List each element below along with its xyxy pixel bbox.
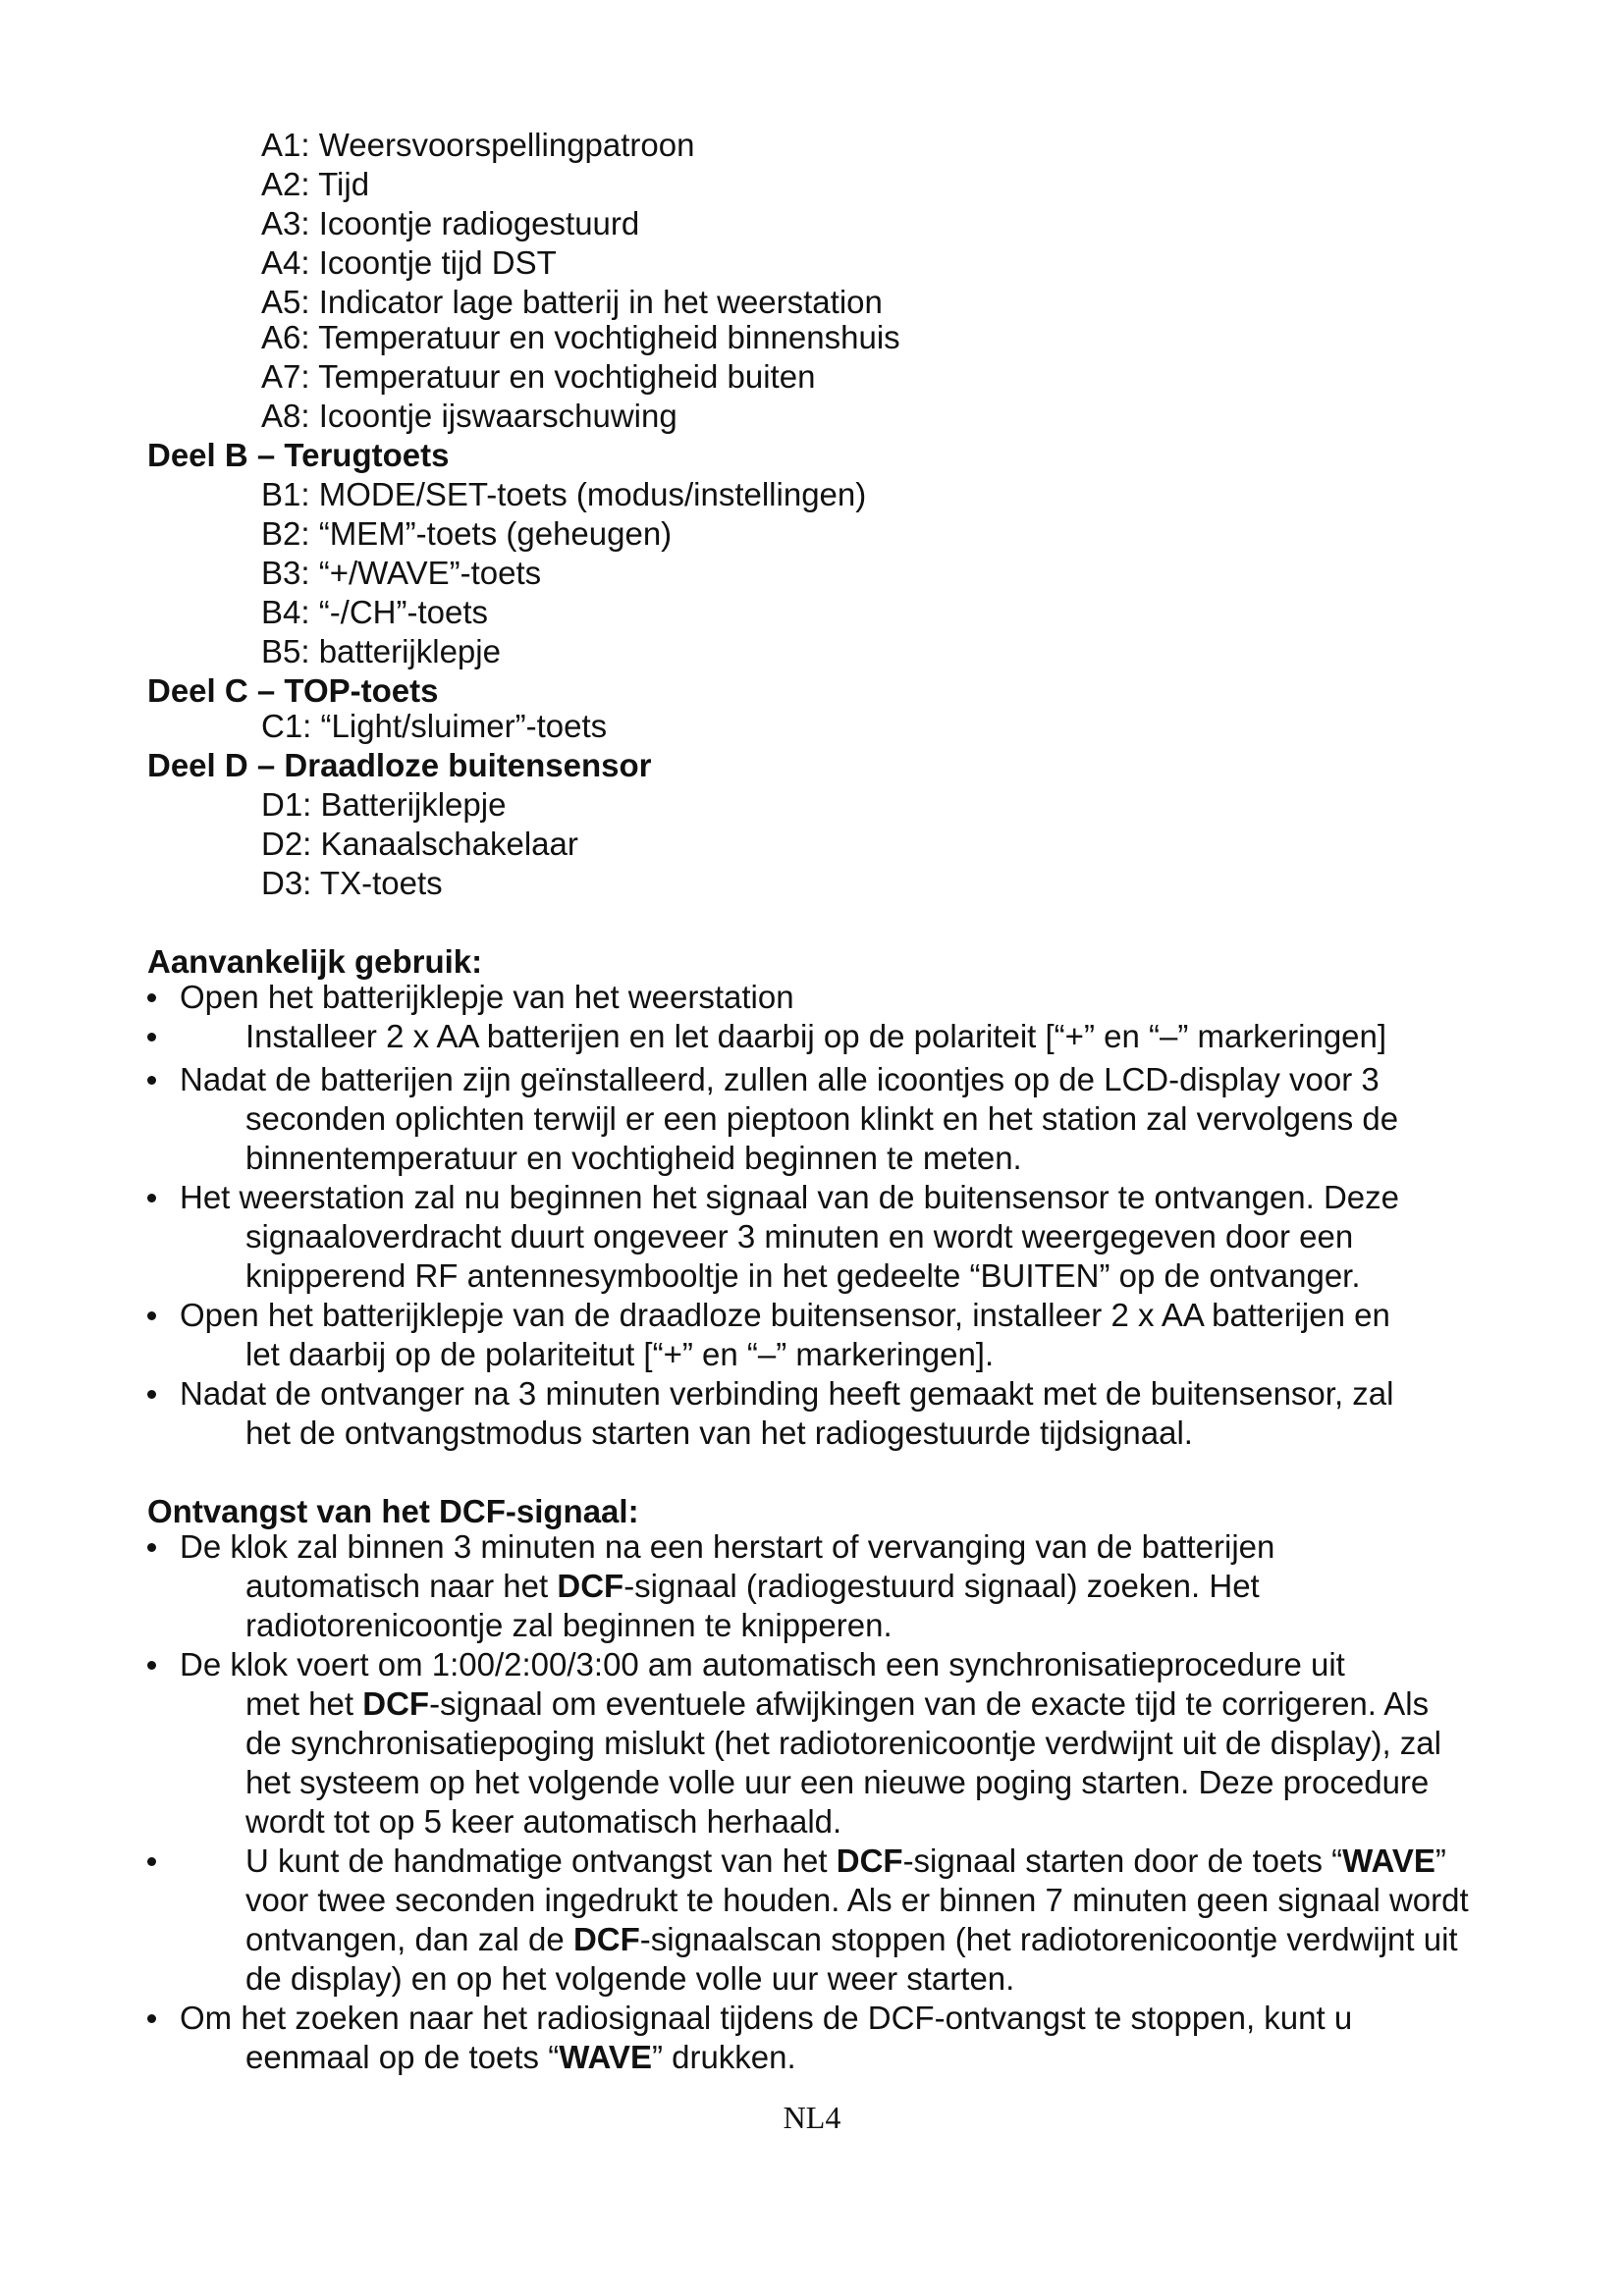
- part-a-item-1: A1: Weersvoorspellingpatroon: [261, 127, 695, 163]
- part-b-item-3: B3: “+/WAVE”-toets: [261, 555, 542, 591]
- initial-use-bullet-5-line-1: Open het batterijklepje van de draadloze buitensensor, installeer 2 x AA batterijen en: [180, 1297, 1390, 1333]
- bullet-icon: [147, 1661, 156, 1670]
- part-d-item-2: D2: Kanaalschakelaar: [261, 826, 578, 862]
- part-b-item-5: B5: batterijklepje: [261, 633, 501, 669]
- initial-use-bullet-3-line-3: binnentemperatuur en vochtigheid beginnen te meten.: [245, 1140, 1022, 1176]
- initial-use-bullet-3-line-2: seconden oplichten terwijl er een pieptoon klinkt en het station zal vervolgens de: [245, 1100, 1399, 1137]
- initial-use-bullet-6-line-1: Nadat de ontvanger na 3 minuten verbinding heeft gemaakt met de buitensensor, zal: [180, 1375, 1394, 1412]
- initial-use-bullet-6-line-2: het de ontvangstmodus starten van het radiogestuurde tijdsignaal.: [245, 1415, 1193, 1451]
- dcf-bullet-3-line-4: de display) en op het volgende volle uur weer starten.: [245, 1960, 1015, 1997]
- initial-use-bullet-4-line-2: signaaloverdracht duurt ongeveer 3 minuten en wordt weergegeven door een: [245, 1218, 1354, 1255]
- dcf-bullet-1-line-1: De klok zal binnen 3 minuten na een herstart of vervanging van de batterijen: [180, 1528, 1275, 1565]
- dcf-heading: Ontvangst van het DCF-signaal:: [147, 1493, 639, 1529]
- part-a-item-8: A8: Icoontje ijswaarschuwing: [261, 398, 677, 434]
- dcf-bullet-1-line-2: automatisch naar het DCF-signaal (radiogestuurd signaal) zoeken. Het: [245, 1568, 1260, 1604]
- part-a-item-3: A3: Icoontje radiogestuurd: [261, 205, 640, 241]
- initial-use-bullet-1: Open het batterijklepje van het weerstation: [180, 979, 794, 1015]
- part-a-item-6: A6: Temperatuur en vochtigheid binnenshuis: [261, 319, 900, 355]
- dcf-bullet-1-line-3: radiotorenicoontje zal beginnen te knipperen.: [245, 1607, 893, 1643]
- bullet-icon: [147, 993, 156, 1002]
- part-b-item-4: B4: “-/CH”-toets: [261, 594, 489, 630]
- part-b-item-1: B1: MODE/SET-toets (modus/instellingen): [261, 476, 867, 512]
- initial-use-heading: Aanvankelijk gebruik:: [147, 943, 483, 980]
- bullet-icon: [147, 1033, 156, 1041]
- bullet-icon: [147, 1390, 156, 1399]
- part-d-heading: Deel D – Draadloze buitensensor: [147, 747, 652, 783]
- part-a-item-5: A5: Indicator lage batterij in het weerstation: [261, 284, 883, 320]
- bullet-icon: [147, 2014, 156, 2023]
- part-b-item-2: B2: “MEM”-toets (geheugen): [261, 515, 673, 552]
- part-a-item-2: A2: Tijd: [261, 166, 370, 202]
- part-d-item-1: D1: Batterijklepje: [261, 786, 507, 823]
- dcf-bullet-2-line-4: het systeem op het volgende volle uur een nieuwe poging starten. Deze procedure: [245, 1764, 1430, 1800]
- part-d-item-3: D3: TX-toets: [261, 865, 443, 901]
- bullet-icon: [147, 1543, 156, 1552]
- initial-use-bullet-3-line-1: Nadat de batterijen zijn geïnstalleerd, zullen alle icoontjes op de LCD-display voor 3: [180, 1061, 1380, 1097]
- initial-use-bullet-2: Installeer 2 x AA batterijen en let daarbij op de polariteit [“+” en “–” markeringen]: [245, 1018, 1387, 1054]
- part-b-heading: Deel B – Terugtoets: [147, 437, 450, 473]
- dcf-bullet-4-line-1: Om het zoeken naar het radiosignaal tijdens de DCF-ontvangst te stoppen, kunt u: [180, 2000, 1353, 2036]
- dcf-bullet-2-line-1: De klok voert om 1:00/2:00/3:00 am automatisch een synchronisatieprocedure uit: [180, 1646, 1345, 1682]
- dcf-bullet-3-line-2: voor twee seconden ingedrukt te houden. Als er binnen 7 minuten geen signaal wordt: [245, 1882, 1469, 1918]
- bullet-icon: [147, 1311, 156, 1320]
- dcf-bullet-3-line-3: ontvangen, dan zal de DCF-signaalscan stoppen (het radiotorenicoontje verdwijnt uit: [245, 1921, 1458, 1957]
- bullet-icon: [147, 1076, 156, 1085]
- initial-use-bullet-4-line-3: knipperend RF antennesymbooltje in het gedeelte “BUITEN” op de ontvanger.: [245, 1257, 1361, 1294]
- part-a-item-4: A4: Icoontje tijd DST: [261, 244, 557, 281]
- dcf-bullet-2-line-2: met het DCF-signaal om eventuele afwijkingen van de exacte tijd te corrigeren. Als: [245, 1685, 1430, 1722]
- page-number: NL4: [783, 2100, 841, 2135]
- initial-use-bullet-5-line-2: let daarbij op de polaritei​tut [“+” en “–” markeringen].: [245, 1336, 995, 1372]
- dcf-bullet-2-line-5: wordt tot op 5 keer automatisch herhaald.: [245, 1803, 842, 1840]
- initial-use-bullet-4-line-1: Het weerstation zal nu beginnen het signaal van de buitensensor te ontvangen. Deze: [180, 1179, 1400, 1215]
- dcf-bullet-3-line-1: U kunt de handmatige ontvangst van het DCF-signaal starten door de toets “WAVE”: [245, 1842, 1446, 1879]
- dcf-bullet-4-line-2: eenmaal op de toets “WAVE” drukken.: [245, 2039, 796, 2075]
- bullet-icon: [147, 1194, 156, 1202]
- part-a-item-7: A7: Temperatuur en vochtigheid buiten: [261, 358, 816, 395]
- bullet-icon: [147, 1857, 156, 1866]
- part-c-item-1: C1: “Light/sluimer”-toets: [261, 708, 608, 744]
- dcf-bullet-2-line-3: de synchronisatiepoging mislukt (het radiotorenicoontje verdwijnt uit de display), zal: [245, 1725, 1441, 1761]
- part-c-heading: Deel C – TOP-toets: [147, 672, 439, 709]
